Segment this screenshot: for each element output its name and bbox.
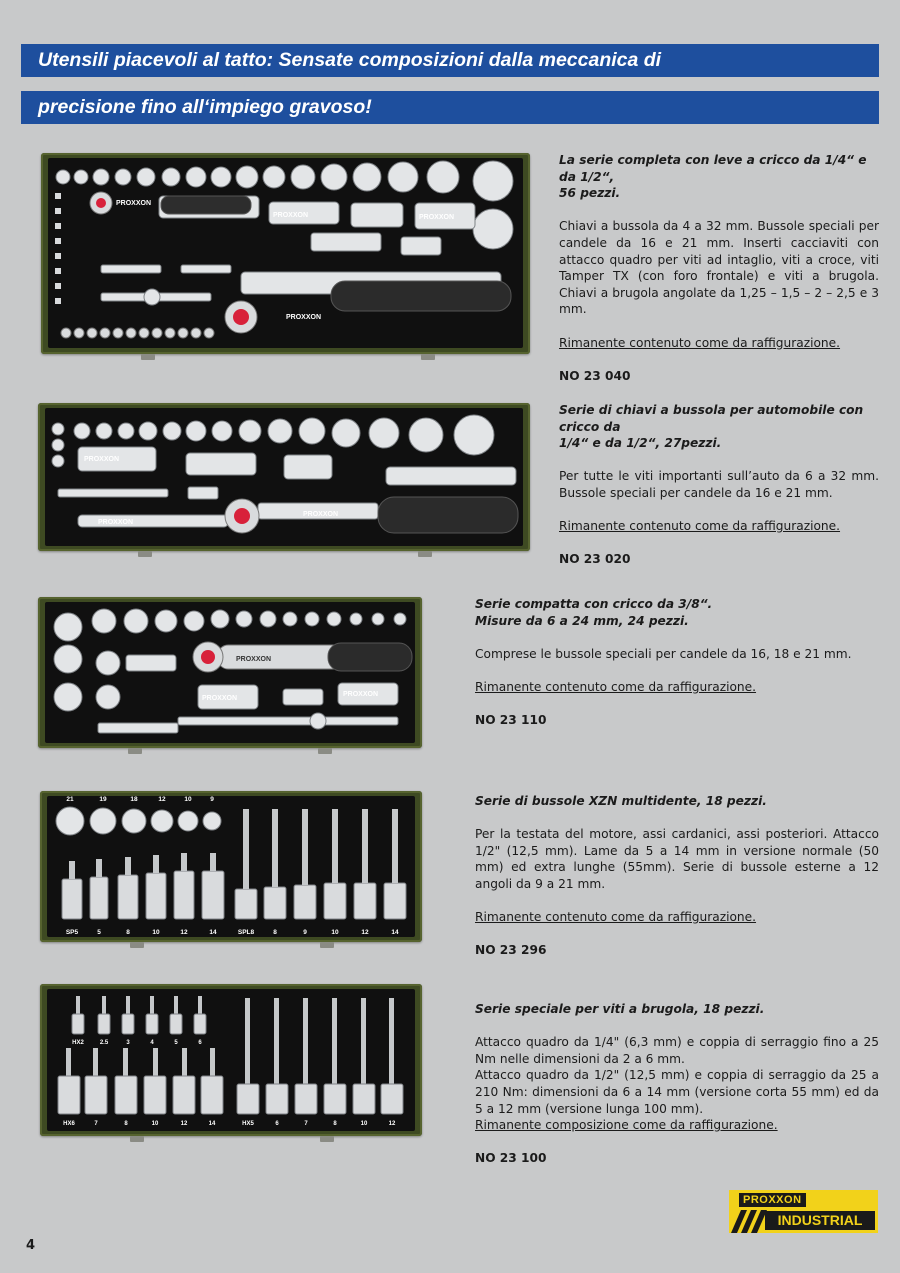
image-label: 12 — [180, 1121, 188, 1127]
product-number: NO 23 100 — [475, 1151, 547, 1166]
image-label: PROXXON — [343, 691, 379, 698]
tool-case-illustration — [41, 153, 530, 354]
image-label: 19 — [99, 796, 107, 803]
product-description-23100 — [475, 1001, 879, 1167]
image-label: 8 — [273, 929, 277, 936]
image-label: PROXXON — [236, 656, 272, 663]
image-label: 5 — [97, 929, 101, 936]
image-label: 9 — [303, 929, 307, 936]
product-image-23040 — [41, 153, 530, 354]
image-label: 6 — [198, 1040, 202, 1046]
image-label: PROXXON — [303, 511, 339, 518]
product-description-23020 — [559, 402, 879, 568]
product-content-link[interactable]: Rimanente contenuto come da raffigurazione. — [559, 335, 841, 350]
image-label: PROXXON — [202, 695, 238, 702]
image-label: 7 — [94, 1121, 98, 1127]
image-label: 12 — [180, 929, 188, 936]
product-image-23296 — [40, 791, 422, 942]
logo-industrial: INDUSTRIAL — [765, 1211, 875, 1230]
product-body: Attacco quadro da 1/2" (12,5 mm) e coppia di serraggio da 25 a 210 Nm: dimensioni da 6 a 14 mm (versione corta 55 mm) ed da 5 a 12 mm (versione lunga 100 mm). — [475, 1068, 879, 1116]
product-description-23296 — [475, 793, 879, 959]
image-label: 10 — [360, 1121, 368, 1127]
product-number: NO 23 110 — [475, 713, 547, 728]
product-number: NO 23 040 — [559, 368, 631, 383]
tool-case-illustration — [40, 984, 422, 1136]
image-label: 10 — [152, 929, 160, 936]
header-title-line2: precisione fino all‘impiego gravoso! — [38, 96, 372, 118]
image-label: PROXXON — [419, 214, 455, 221]
product-title: La serie completa con leve a cricco da 1/4“ e da 1/2“, — [559, 153, 867, 184]
image-label: PROXXON — [116, 200, 152, 207]
image-label: SP5 — [65, 929, 79, 936]
image-label: 8 — [124, 1121, 128, 1127]
logo-brand: PROXXON — [739, 1193, 806, 1207]
product-image-23020 — [38, 403, 530, 551]
image-label: 6 — [275, 1121, 279, 1127]
image-label: 12 — [158, 796, 166, 803]
image-label: 2.5 — [99, 1040, 109, 1046]
proxxon-industrial-logo — [729, 1190, 878, 1233]
image-label: 12 — [361, 929, 369, 936]
image-label: 8 — [126, 929, 130, 936]
product-title: Serie di chiavi a bussola per automobile con cricco da — [559, 403, 864, 434]
page-number: 4 — [26, 1238, 36, 1253]
product-title: 56 pezzi. — [559, 186, 621, 201]
product-title: Serie compatta con cricco da 3/8“. — [475, 597, 713, 611]
image-label: 3 — [126, 1040, 130, 1046]
product-content-link[interactable]: Rimanente contenuto come da raffigurazione. — [559, 519, 841, 534]
tool-case-illustration — [38, 597, 422, 748]
product-title: 1/4“ e da 1/2“, 27pezzi. — [559, 436, 722, 451]
product-description-23110 — [475, 596, 879, 729]
image-label: SPL8 — [237, 929, 255, 936]
product-content-link[interactable]: Rimanente composizione come da raffigurazione. — [475, 1118, 778, 1133]
image-label: PROXXON — [98, 519, 134, 526]
image-label: 10 — [184, 796, 192, 803]
product-body: Per tutte le viti importanti sull’auto da 6 a 32 mm. Bussole speciali per candele da 16 e 21 mm. — [559, 469, 879, 500]
product-body: Comprese le bussole speciali per candele da 16, 18 e 21 mm. — [475, 646, 852, 661]
product-description-23040 — [559, 152, 879, 384]
product-title: Misure da 6 a 24 mm, 24 pezzi. — [475, 613, 689, 628]
product-title: Serie speciale per viti a brugola, 18 pezzi. — [475, 1002, 765, 1016]
product-title: Serie di bussole XZN multidente, 18 pezzi. — [475, 794, 767, 808]
image-label: HX5 — [242, 1121, 254, 1127]
product-body: Chiavi a bussola da 4 a 32 mm. Bussole speciali per candele da 16 e 21 mm. Inserti cacciaviti con attacco quadro per viti ad intaglio, viti a croce, viti Tamper TX (con foro frontale) e viti a brugola. Chiavi a brugola angolate da 1,25 – 1,5 – 2 – 2,5 e 3 mm. — [559, 219, 879, 317]
header-title-line1: Utensili piacevoli al tatto: Sensate composizioni dalla meccanica di — [38, 49, 662, 71]
tool-case-illustration — [40, 791, 422, 942]
image-label: 14 — [391, 929, 399, 936]
product-number: NO 23 020 — [559, 552, 631, 567]
image-label: 5 — [174, 1040, 178, 1046]
image-label: 10 — [331, 929, 339, 936]
product-body: Per la testata del motore, assi cardanici, assi posteriori. Attacco 1/2" (12,5 mm). Lame da 5 a 14 mm in versione normale (50 mm) ed extra lunghe (55mm). Serie di bussole esterne a 12 angoli da 9 a 21 mm. — [475, 827, 879, 891]
image-label: PROXXON — [286, 314, 322, 321]
product-image-23110 — [38, 597, 422, 748]
image-label: PROXXON — [273, 212, 309, 219]
image-label: PROXXON — [84, 456, 120, 463]
image-label: HX2 — [72, 1040, 84, 1046]
image-label: 18 — [130, 796, 138, 803]
image-label: 8 — [333, 1121, 337, 1127]
image-label: 12 — [388, 1121, 396, 1127]
product-body: Attacco quadro da 1/4" (6,3 mm) e coppia di serraggio fino a 25 Nm nelle dimensioni da 2 a 6 mm. — [475, 1035, 879, 1066]
product-number: NO 23 296 — [475, 943, 547, 958]
image-label: 7 — [304, 1121, 308, 1127]
header-banner-line1 — [21, 44, 879, 77]
tool-case-illustration — [38, 403, 530, 551]
image-label: 14 — [208, 1121, 216, 1127]
image-label: 21 — [66, 796, 74, 803]
image-label: 14 — [209, 929, 217, 936]
image-label: HX6 — [63, 1121, 75, 1127]
product-content-link[interactable]: Rimanente contenuto come da raffigurazione. — [475, 679, 757, 694]
image-label: 10 — [151, 1121, 159, 1127]
image-label: 9 — [210, 796, 214, 803]
image-label: 4 — [150, 1040, 154, 1046]
header-banner-line2 — [21, 91, 879, 124]
product-content-link[interactable]: Rimanente contenuto come da raffigurazione. — [475, 910, 757, 925]
product-image-23100 — [40, 984, 422, 1136]
